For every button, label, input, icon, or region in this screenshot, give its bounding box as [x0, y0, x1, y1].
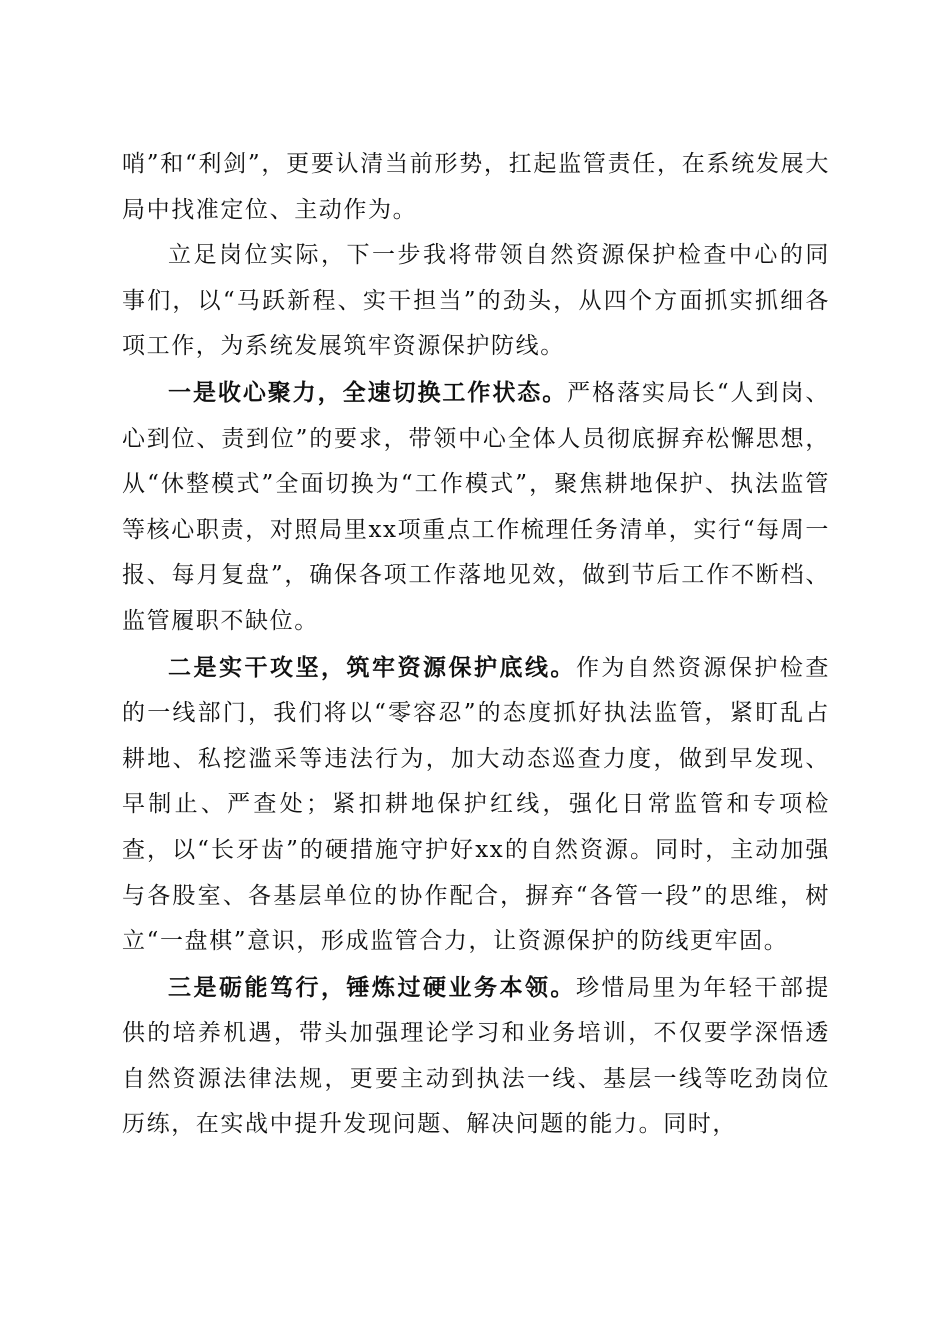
paragraph-lead-heading: 三是砺能笃行，锤炼过硬业务本领。 — [168, 973, 576, 1001]
paragraph-point-two — [122, 645, 830, 965]
paragraph-text: 珍惜局里为年轻干部提供的培养机遇，带头加强理论学习和业务培训，不仅要学深悟透自然资源法律法规，更要主动到执法一线、基层一线等吃劲岗位历练，在实战中提升发现问题、解决问题的能力。同时， — [122, 974, 830, 1138]
paragraph-continuation — [122, 142, 830, 233]
paragraph-lead-heading: 一是收心聚力，全速切换工作状态。 — [168, 378, 568, 406]
paragraph-text: 作为自然资源保护检查的一线部门，我们将以“零容忍”的态度抓好执法监管，紧盯乱占耕地、私挖滥采等违法行为，加大动态巡查力度，做到早发现、早制止、严查处；紧扣耕地保护红线，强化日常监管和专项检查，以“长牙齿”的硬措施守护好xx的自然资源。同时，主动加强与各股室、各基层单位的协作配合，摒弃“各管一段”的思维，树立“一盘棋”意识，形成监管合力，让资源保护的防线更牢固。 — [122, 654, 830, 955]
paragraph-lead-heading: 二是实干攻坚，筑牢资源保护底线。 — [168, 653, 576, 681]
paragraph-text: 严格落实局长“人到岗、心到位、责到位”的要求，带领中心全体人员彻底摒弃松懈思想，从“休整模式”全面切换为“工作模式”，聚焦耕地保护、执法监管等核心职责，对照局里xx项重点工作梳理任务清单，实行“每周一报、每月复盘”，确保各项工作落地见效，做到节后工作不断档、监管履职不缺位。 — [122, 379, 831, 634]
document-page — [122, 142, 830, 1148]
paragraph-text: 哨”和“利剑”，更要认清当前形势，扛起监管责任，在系统发展大局中找准定位、主动作为。 — [122, 151, 830, 223]
paragraph-point-three — [122, 965, 830, 1148]
paragraph-plan-intro — [122, 233, 830, 370]
paragraph-text: 立足岗位实际，下一步我将带领自然资源保护检查中心的同事们，以“马跃新程、实干担当”的劲头，从四个方面抓实抓细各项工作，为系统发展筑牢资源保护防线。 — [122, 242, 830, 360]
paragraph-point-one — [122, 370, 830, 645]
